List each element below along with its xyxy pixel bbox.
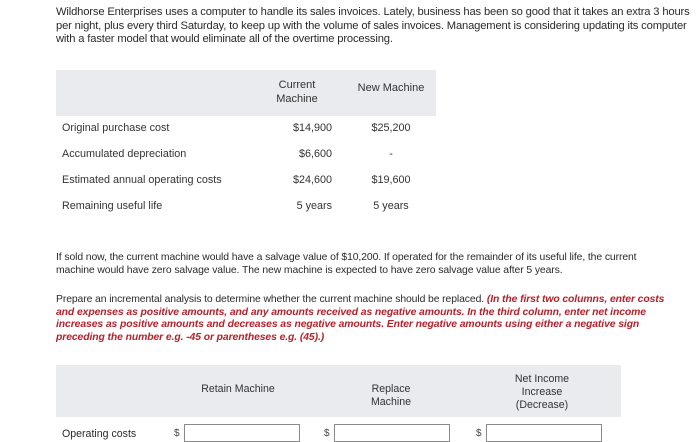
dollar-sign: $	[324, 428, 330, 439]
header-retain-machine: Retain Machine	[201, 383, 275, 395]
table-row	[56, 168, 436, 194]
new-value: $25,200	[371, 122, 411, 134]
table-row	[56, 116, 436, 142]
retain-operating-costs-input[interactable]	[184, 424, 300, 442]
row-label: Accumulated depreciation	[62, 148, 187, 160]
dollar-sign: $	[174, 428, 180, 439]
row-label: Estimated annual operating costs	[62, 174, 222, 186]
new-value: 5 years	[373, 200, 409, 212]
current-value: $24,600	[292, 174, 332, 186]
table-header	[56, 70, 436, 116]
header-current-machine: Current Machine	[276, 79, 318, 105]
row-label: Remaining useful life	[62, 200, 163, 212]
net-operating-costs-input[interactable]	[486, 424, 602, 442]
current-value: 5 years	[296, 200, 332, 212]
new-value: $19,600	[371, 174, 411, 186]
table-row	[56, 142, 436, 168]
table-row	[56, 194, 436, 220]
header-replace-machine: Replace Machine	[370, 383, 412, 408]
header-new-machine: New Machine	[357, 82, 425, 94]
salvage-paragraph: If sold now, the current machine would have a salvage value of $10,200. If operated for the remainder of its useful life, the current machine would have zero salvage value. The new machine is expected to have zero salvage value after 5 years.	[56, 252, 637, 276]
row-label: Operating costs	[62, 428, 137, 440]
dollar-sign: $	[476, 428, 482, 439]
analysis-header	[56, 365, 621, 417]
new-value: -	[389, 148, 393, 160]
analysis-row-operating-costs	[56, 422, 656, 440]
instructions-detail: (In the first two columns, enter costs and expenses as positive amounts, and any amounts received as negative amounts. In the third column, enter net income increases as positive amounts and decreases as negative amounts. Enter negative amounts using either a negative sign preceding the number e.g. -45 or parentheses e.g. (45).)	[56, 294, 665, 343]
instructions-lead: Prepare an incremental analysis to determine whether the current machine should be replaced.	[56, 294, 487, 305]
machine-data-table	[56, 70, 436, 220]
current-value: $6,600	[298, 148, 332, 160]
row-label: Original purchase cost	[62, 122, 170, 134]
instructions-paragraph	[56, 294, 676, 344]
problem-intro: Wildhorse Enterprises uses a computer to handle its sales invoices. Lately, business has been so good that it takes an extra 3 hours per night, plus every third Saturday, to keep up with the volume of sales invoices. Management is considering updating its computer with a faster model that would eliminate all of the overtime processing.	[56, 6, 690, 46]
header-net-income: Net Income Increase (Decrease)	[514, 373, 570, 411]
current-value: $14,900	[292, 122, 332, 134]
replace-operating-costs-input[interactable]	[334, 424, 450, 442]
